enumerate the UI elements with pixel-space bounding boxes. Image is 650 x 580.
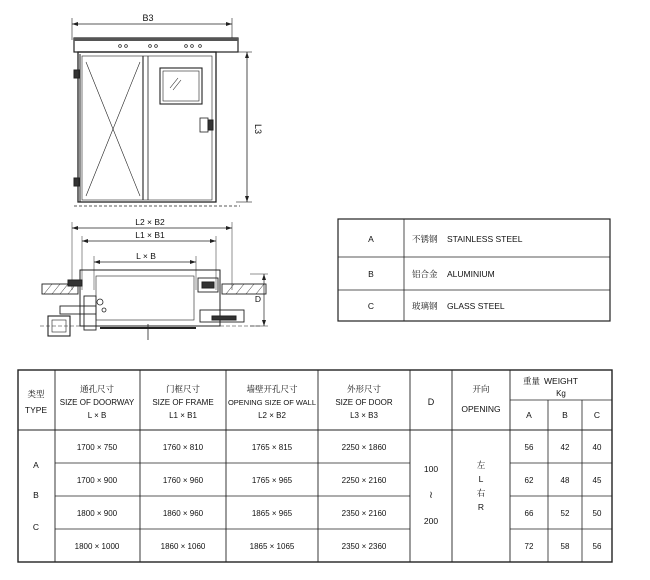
svg-text:100: 100 (423, 464, 439, 474)
svg-text:L × B: L × B (87, 411, 107, 420)
svg-text:≀: ≀ (429, 490, 433, 501)
svg-text:58: 58 (560, 542, 570, 551)
svg-text:42: 42 (560, 443, 570, 452)
svg-text:48: 48 (560, 476, 570, 485)
header-frame (152, 384, 213, 420)
svg-text:56: 56 (592, 542, 602, 551)
elevation-width-label: B3 (142, 13, 154, 23)
material-code: C (367, 301, 375, 311)
table-row (75, 542, 602, 551)
svg-text:L1 × B1: L1 × B1 (169, 411, 197, 420)
svg-text:45: 45 (592, 476, 602, 485)
svg-text:门框尺寸: 门框尺寸 (165, 384, 201, 394)
svg-text:2350 × 2360: 2350 × 2360 (341, 542, 387, 551)
svg-text:类型: 类型 (27, 389, 45, 399)
svg-text:1760 × 960: 1760 × 960 (162, 476, 204, 485)
header-door (335, 384, 393, 420)
material-cn: 玻璃钢 (412, 301, 438, 311)
svg-text:50: 50 (592, 509, 602, 518)
material-row-c (368, 301, 505, 311)
material-cn: 不锈钢 (412, 234, 438, 244)
svg-text:通孔尺寸: 通孔尺寸 (79, 384, 115, 394)
plan-outer-dimension-label: L2 × B2 (135, 217, 165, 227)
svg-text:1865 × 1065: 1865 × 1065 (249, 542, 295, 551)
material-code: A (368, 234, 374, 244)
svg-text:1865 × 965: 1865 × 965 (251, 509, 293, 518)
plan-depth-label: D (254, 294, 262, 304)
svg-text:开向: 开向 (472, 384, 490, 394)
table-row (77, 509, 602, 518)
svg-text:1700 × 750: 1700 × 750 (76, 443, 118, 452)
svg-text:2250 × 2160: 2250 × 2160 (341, 476, 387, 485)
material-cn: 铝合金 (412, 269, 438, 279)
svg-text:66: 66 (524, 509, 534, 518)
material-row-b (368, 269, 495, 279)
svg-text:40: 40 (592, 443, 602, 452)
svg-text:B: B (562, 410, 568, 420)
svg-text:1760 × 810: 1760 × 810 (162, 443, 204, 452)
header-d: D (427, 397, 435, 407)
plan-frame-dimension-label: L1 × B1 (135, 230, 165, 240)
table-row (77, 476, 602, 485)
header-doorway (60, 384, 135, 420)
svg-text:A: A (33, 460, 39, 470)
svg-text:52: 52 (560, 509, 570, 518)
header-opening (461, 384, 500, 414)
svg-text:TYPE: TYPE (24, 405, 48, 415)
svg-text:1860 × 960: 1860 × 960 (162, 509, 204, 518)
svg-text:重量: 重量 (522, 376, 540, 386)
type-column (33, 460, 39, 532)
svg-text:C: C (32, 522, 40, 532)
svg-text:R: R (477, 502, 485, 512)
svg-text:SIZE OF DOORWAY: SIZE OF DOORWAY (59, 398, 135, 407)
material-en: STAINLESS STEEL (447, 234, 523, 244)
svg-text:L3 × B3: L3 × B3 (350, 411, 378, 420)
svg-text:OPENING SIZE OF WALL: OPENING SIZE OF WALL (227, 398, 317, 407)
svg-text:1860 × 1060: 1860 × 1060 (160, 542, 206, 551)
svg-text:1800 × 900: 1800 × 900 (76, 509, 118, 518)
svg-text:外形尺寸: 外形尺寸 (346, 384, 382, 394)
material-code: B (368, 269, 374, 279)
svg-text:2350 × 2160: 2350 × 2160 (341, 509, 387, 518)
svg-text:墙壁开孔尺寸: 墙壁开孔尺寸 (246, 384, 298, 394)
svg-text:SIZE OF DOOR: SIZE OF DOOR (335, 398, 393, 407)
table-row (77, 443, 602, 452)
svg-text:1765 × 815: 1765 × 815 (251, 443, 293, 452)
svg-text:L2 × B2: L2 × B2 (258, 411, 286, 420)
header-weight (523, 376, 600, 420)
svg-text:62: 62 (524, 476, 534, 485)
header-type (25, 389, 48, 415)
svg-text:SIZE OF FRAME: SIZE OF FRAME (152, 398, 214, 407)
svg-text:右: 右 (476, 488, 486, 498)
svg-text:56: 56 (524, 443, 534, 452)
svg-text:WEIGHT: WEIGHT (544, 376, 578, 386)
material-row-a (368, 234, 523, 244)
d-value-cell (424, 464, 438, 526)
opening-value-cell (477, 460, 486, 512)
svg-text:OPENING: OPENING (461, 404, 501, 414)
svg-text:A: A (526, 410, 532, 420)
material-en: GLASS STEEL (447, 301, 505, 311)
svg-text:Kg: Kg (556, 389, 566, 398)
svg-text:1765 × 965: 1765 × 965 (251, 476, 293, 485)
header-wall (228, 384, 316, 420)
svg-text:1700 × 900: 1700 × 900 (76, 476, 118, 485)
material-en: ALUMINIUM (447, 269, 495, 279)
elevation-height-label: L3 (253, 124, 263, 135)
plan-door-dimension-label: L × B (136, 251, 156, 261)
svg-text:C: C (593, 410, 601, 420)
svg-text:2250 × 1860: 2250 × 1860 (341, 443, 387, 452)
svg-text:1800 × 1000: 1800 × 1000 (74, 542, 120, 551)
door-elevation-view (72, 18, 252, 206)
svg-text:200: 200 (423, 516, 439, 526)
svg-text:B: B (33, 490, 39, 500)
svg-text:L: L (478, 474, 484, 484)
svg-text:左: 左 (476, 460, 486, 470)
svg-text:72: 72 (524, 542, 534, 551)
